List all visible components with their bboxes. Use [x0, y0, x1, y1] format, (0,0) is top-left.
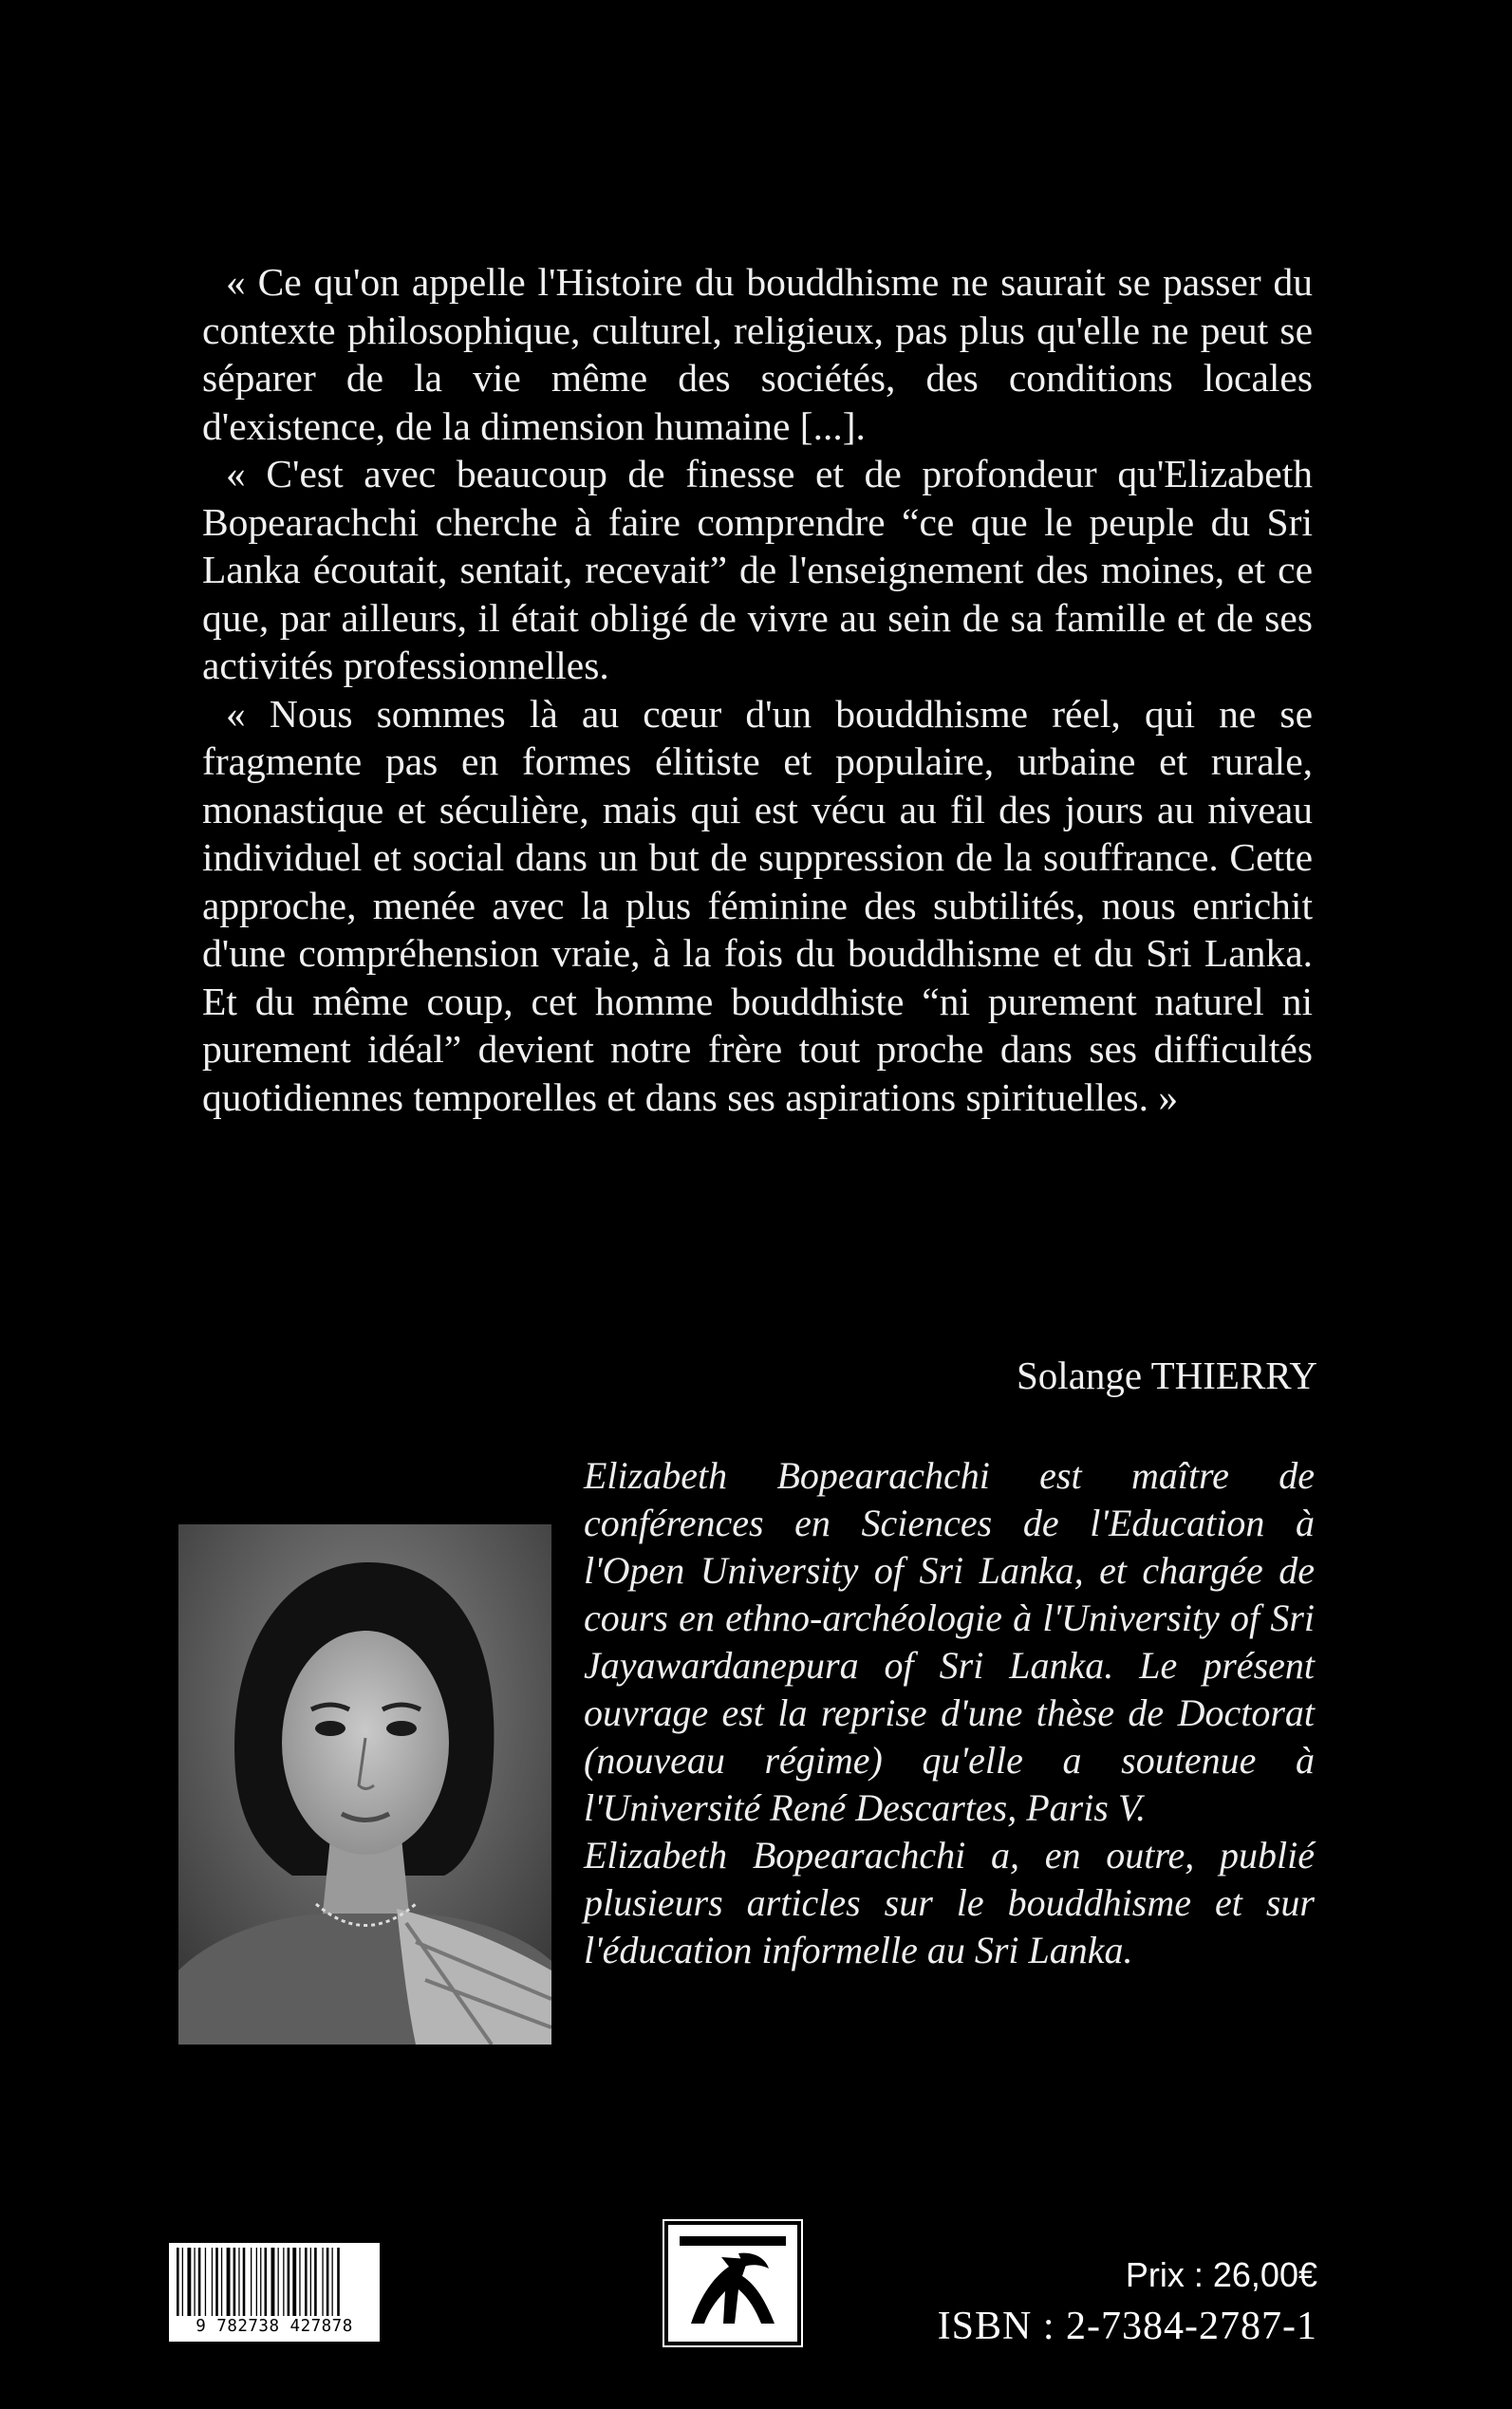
barcode-bar [337, 2248, 340, 2316]
barcode-bar [212, 2248, 213, 2316]
author-biography [584, 1452, 1315, 1974]
barcode-bar [227, 2248, 231, 2316]
bio-paragraph-2: Elizabeth Bopearachchi a, en outre, publié plusieurs articles sur le bouddhisme et sur l'éducation informelle au Sri Lanka. [584, 1834, 1315, 1971]
barcode-bar [327, 2248, 329, 2316]
barcode-bar [271, 2248, 275, 2316]
author-photo [178, 1524, 551, 2045]
publisher-logo-icon [663, 2219, 803, 2347]
barcode-bar [238, 2248, 239, 2316]
barcode-bar [194, 2248, 195, 2316]
quote-block [202, 258, 1313, 1121]
barcode-bar [314, 2248, 317, 2316]
barcode-bar [310, 2248, 311, 2316]
quote-paragraph-1: « Ce qu'on appelle l'Histoire du bouddhisme ne saurait se passer du contexte philosophique, culturel, religieux, pas plus qu'elle ne peut se séparer de la vie même des sociétés, des conditions locales d'existence, de la dimension humaine [...]. [202, 260, 1313, 448]
bio-paragraph-1: Elizabeth Bopearachchi est maître de conférences en Sciences de l'Education à l'Open University of Sri Lanka, et chargée de cours en ethno-archéologie à l'University of Sri Jayawardanepura of Sri Lanka. Le présent ouvrage est la reprise d'une thèse de Doctorat (nouveau régime) qu'elle a soutenue à l'Université René Descartes, Paris V. [584, 1454, 1315, 1829]
barcode-bar [233, 2248, 236, 2316]
price-label: Prix : 26,00€ [1125, 2255, 1317, 2294]
quote-signature: Solange THIERRY [1017, 1354, 1317, 1397]
barcode-bar [283, 2248, 284, 2316]
barcode-bar [198, 2248, 201, 2316]
barcode-bar [332, 2248, 333, 2316]
barcode-bar [177, 2248, 179, 2316]
barcode-bar [305, 2248, 308, 2316]
publisher-logo [663, 2219, 803, 2347]
barcode-bar [278, 2248, 279, 2316]
isbn-label: ISBN : 2-7384-2787-1 [937, 2305, 1317, 2348]
barcode-bar [182, 2248, 183, 2316]
barcode-bars [175, 2248, 374, 2316]
quote-paragraph-2: « C'est avec beaucoup de finesse et de profondeur qu'Elizabeth Bopearachchi cherche à faire comprendre “ce que le peuple du Sri Lanka écoutait, sentait, recevait” de l'enseignement des moines, et ce que, par ailleurs, il était obligé de vivre au sein de sa famille et de ses activités professionnelles. [202, 452, 1313, 687]
barcode [169, 2243, 380, 2342]
barcode-bar [265, 2248, 268, 2316]
barcode-bar [205, 2248, 206, 2316]
barcode-bar [251, 2248, 252, 2316]
barcode-bar [288, 2248, 290, 2316]
barcode-digits: 9 782738 427878 [196, 2317, 353, 2336]
barcode-bar [187, 2248, 191, 2316]
barcode-bar [299, 2248, 300, 2316]
barcode-bar [221, 2248, 222, 2316]
barcode-bar [322, 2248, 323, 2316]
barcode-bar [215, 2248, 218, 2316]
author-portrait-image [178, 1524, 551, 2045]
barcode-bar [243, 2248, 246, 2316]
barcode-bar [256, 2248, 257, 2316]
barcode-bar [292, 2248, 296, 2316]
barcode-bar [260, 2248, 261, 2316]
quote-paragraph-3: « Nous sommes là au cœur d'un bouddhisme réel, qui ne se fragmente pas en formes élitiste et populaire, urbaine et rurale, monastique et séculière, mais qui est vécu au fil des jours au niveau individuel et social dans un but de suppression de la souffrance. Cette approche, menée avec la plus féminine des subtilités, nous enrichit d'une compréhension vraie, à la fois du bouddhisme et du Sri Lanka. Et du même coup, cet homme bouddhiste “ni purement naturel ni purement idéal” devient notre frère tout proche dans ses difficultés quotidiennes temporelles et dans ses aspirations spirituelles. » [202, 691, 1313, 1119]
